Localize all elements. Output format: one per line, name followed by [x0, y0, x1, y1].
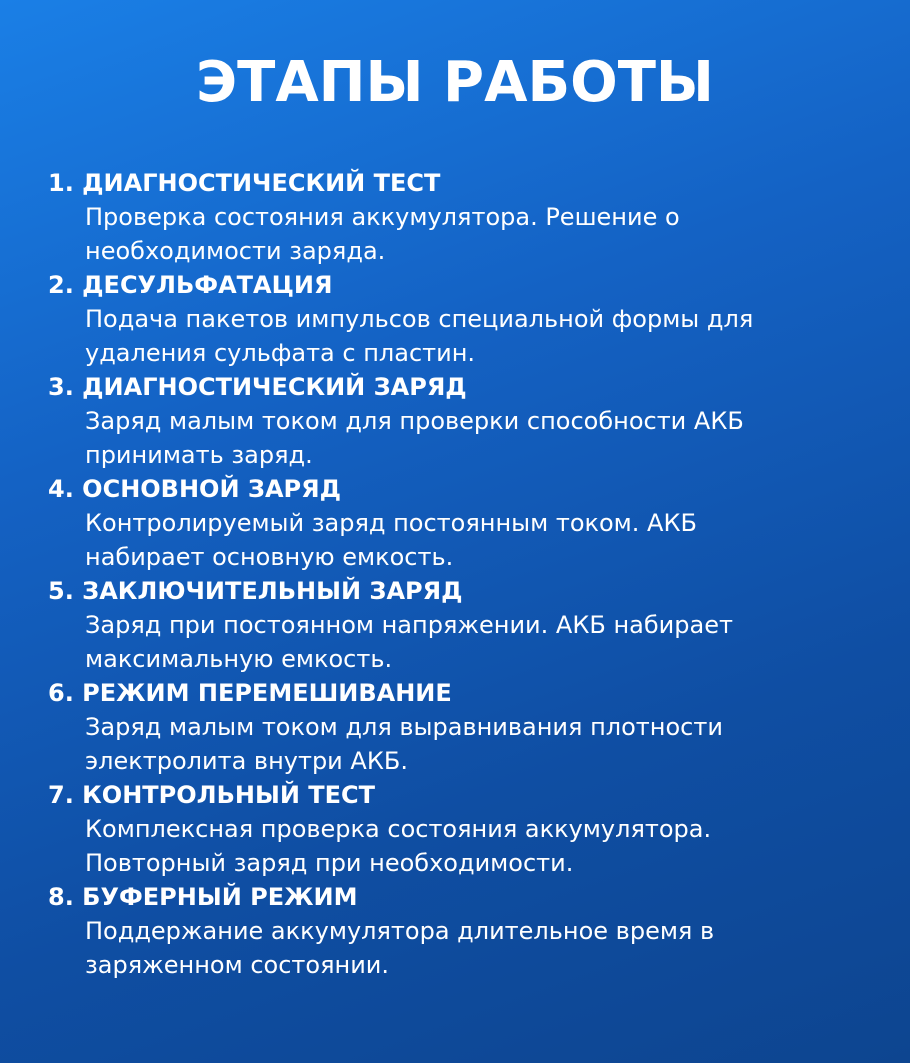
step-heading: 4. ОСНОВНОЙ ЗАРЯД [48, 475, 341, 503]
step-description-line: электролита внутри АКБ. [85, 747, 408, 775]
step-description-line: заряженном состоянии. [85, 951, 390, 979]
step-description [85, 302, 875, 370]
step-description-line: принимать заряд. [85, 441, 313, 469]
step-description-line: Комплексная проверка состояния аккумулятора. [85, 815, 712, 843]
step-description [85, 404, 875, 472]
step-heading: 5. ЗАКЛЮЧИТЕЛЬНЫЙ ЗАРЯД [48, 577, 463, 605]
step-description-line: необходимости заряда. [85, 237, 386, 265]
step-item [48, 166, 888, 268]
step-description-line: максимальную емкость. [85, 645, 393, 673]
step-heading: 1. ДИАГНОСТИЧЕСКИЙ ТЕСТ [48, 169, 441, 197]
step-item [48, 472, 888, 574]
step-description-line: Заряд малым током для выравнивания плотности [85, 713, 723, 741]
step-description-line: набирает основную емкость. [85, 543, 454, 571]
step-description [85, 812, 875, 880]
step-item [48, 880, 888, 982]
step-description-line: удаления сульфата с пластин. [85, 339, 476, 367]
step-item [48, 370, 888, 472]
page-title: ЭТАПЫ РАБОТЫ [196, 50, 714, 115]
step-item [48, 574, 888, 676]
step-description-line: Поддержание аккумулятора длительное время в [85, 917, 715, 945]
step-description [85, 506, 875, 574]
step-description-line: Проверка состояния аккумулятора. Решение о [85, 203, 680, 231]
step-description [85, 710, 875, 778]
step-description-line: Подача пакетов импульсов специальной формы для [85, 305, 754, 333]
step-description-line: Повторный заряд при необходимости. [85, 849, 574, 877]
step-item [48, 268, 888, 370]
step-description [85, 200, 875, 268]
step-item [48, 676, 888, 778]
step-description-line: Контролируемый заряд постоянным током. АКБ [85, 509, 697, 537]
step-description [85, 608, 875, 676]
step-heading: 3. ДИАГНОСТИЧЕСКИЙ ЗАРЯД [48, 373, 467, 401]
steps-list [48, 166, 888, 982]
step-heading: 6. РЕЖИМ ПЕРЕМЕШИВАНИЕ [48, 679, 452, 707]
step-description-line: Заряд малым током для проверки способности АКБ [85, 407, 744, 435]
step-heading: 7. КОНТРОЛЬНЫЙ ТЕСТ [48, 781, 376, 809]
step-heading: 8. БУФЕРНЫЙ РЕЖИМ [48, 883, 358, 911]
step-item [48, 778, 888, 880]
step-description [85, 914, 875, 982]
step-heading: 2. ДЕСУЛЬФАТАЦИЯ [48, 271, 333, 299]
step-description-line: Заряд при постоянном напряжении. АКБ набирает [85, 611, 733, 639]
